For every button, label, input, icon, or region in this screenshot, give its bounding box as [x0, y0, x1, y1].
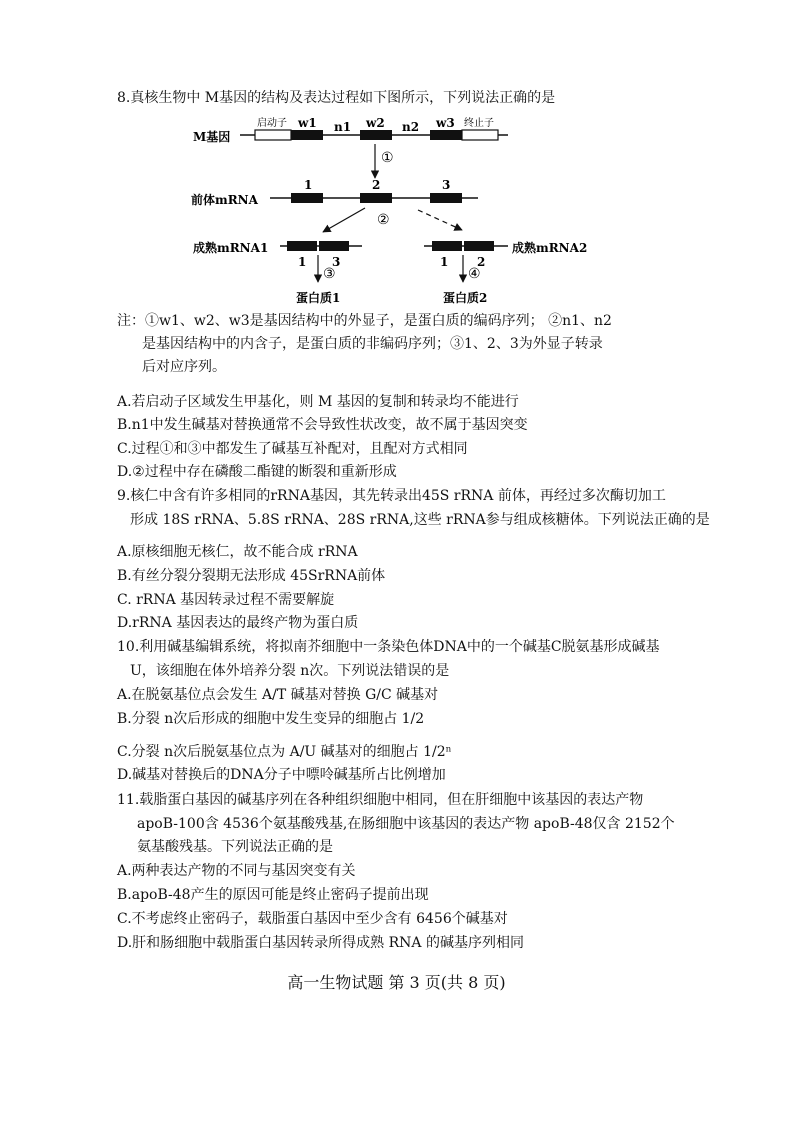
- q10-stem-2: U，该细胞在体外培养分裂 n次。下列说法错误的是: [130, 663, 450, 679]
- terminator-label: 终止子: [464, 118, 494, 129]
- q11-option-b: B.apoB-48产生的原因可能是终止密码子提前出现: [117, 887, 429, 903]
- step1-label: ①: [381, 150, 394, 166]
- q8-option-c: C.过程①和③中都发生了碱基互补配对，且配对方式相同: [117, 441, 468, 457]
- m1-exon-1-label: 1: [298, 255, 307, 269]
- step4-label: ④: [468, 266, 481, 282]
- pre-exon-2-label: 2: [372, 178, 381, 192]
- q8-option-a: A.若启动子区域发生甲基化，则 M 基因的复制和转录均不能进行: [117, 394, 519, 410]
- pre-exon-3: [430, 193, 462, 203]
- page-footer: 高一生物试题 第 3 页(共 8 页): [287, 973, 506, 992]
- q11-option-c: C.不考虑终止密码子，载脂蛋白基因中至少含有 6456个碱基对: [117, 911, 508, 927]
- m2-exon-1: [432, 241, 462, 251]
- q10-stem-1: 10.利用碱基编辑系统，将拟南芥细胞中一条染色体DNA中的一个碱基C脱氨基形成碱基: [117, 639, 660, 655]
- q8-note-3: 后对应序列。: [142, 359, 226, 375]
- protein1-label: 蛋白质1: [296, 291, 341, 305]
- q9-option-a: A.原核细胞无核仁，故不能合成 rRNA: [117, 544, 358, 560]
- gene-label: M基因: [193, 130, 231, 144]
- q11-stem-3: 氨基酸残基。下列说法正确的是: [137, 839, 333, 855]
- q10-option-c: C.分裂 n次后脱氨基位点为 A/U 碱基对的细胞占 1/2ⁿ: [117, 744, 452, 760]
- q11-option-d: D.肝和肠细胞中载脂蛋白基因转录所得成熟 RNA 的碱基序列相同: [117, 935, 524, 951]
- w1-label: w1: [298, 116, 317, 130]
- q11-stem-1: 11.载脂蛋白基因的碱基序列在各种组织细胞中相同，但在肝细胞中该基因的表达产物: [117, 792, 644, 808]
- terminator-box: [462, 130, 498, 140]
- step2-label: ②: [377, 212, 390, 228]
- pre-exon-3-label: 3: [442, 178, 451, 192]
- q11-stem-2: apoB-100含 4536个氨基酸残基,在肠细胞中该基因的表达产物 apoB-48仅含 2152个: [137, 816, 675, 832]
- q10-option-d: D.碱基对替换后的DNA分子中嘌呤碱基所占比例增加: [117, 767, 446, 783]
- step3-label: ③: [323, 266, 336, 282]
- gene-expression-diagram: [0, 110, 793, 420]
- q8-note-1: 注：①w1、w2、w3是基因结构中的外显子，是蛋白质的编码序列； ②n1、n2: [117, 313, 612, 329]
- pre-exon-1-label: 1: [304, 178, 313, 192]
- exon-w3: [430, 130, 462, 140]
- q9-stem-2: 形成 18S rRNA、5.8S rRNA、28S rRNA,这些 rRNA参与组成核糖体。下列说法正确的是: [130, 512, 710, 528]
- m1-exon-3: [319, 241, 349, 251]
- promoter-label: 启动子: [257, 118, 287, 129]
- m1-exon-3-label: 3: [332, 255, 341, 269]
- q9-option-c: C. rRNA 基因转录过程不需要解旋: [117, 592, 335, 608]
- q8-stem: 8.真核生物中 M基因的结构及表达过程如下图所示，下列说法正确的是: [117, 90, 556, 106]
- mature2-label: 成熟mRNA2: [512, 241, 588, 255]
- pre-mrna-label: 前体mRNA: [191, 193, 258, 207]
- pre-exon-2: [360, 193, 392, 203]
- w2-label: w2: [366, 116, 385, 130]
- q8-option-d: D.②过程中存在磷酸二酯键的断裂和重新形成: [117, 464, 397, 480]
- m1-exon-1: [287, 241, 317, 251]
- protein2-label: 蛋白质2: [443, 291, 488, 305]
- q8-note-2: 是基因结构中的内含子，是蛋白质的非编码序列；③1、2、3为外显子转录: [142, 336, 603, 352]
- m2-exon-2: [464, 241, 494, 251]
- w3-label: w3: [436, 116, 455, 130]
- m2-exon-1-label: 1: [440, 255, 449, 269]
- q11-option-a: A.两种表达产物的不同与基因突变有关: [117, 863, 356, 879]
- exon-w1: [291, 130, 323, 140]
- q9-stem-1: 9.核仁中含有许多相同的rRNA基因，其先转录出45S rRNA 前体，再经过多次酶切加工: [117, 488, 666, 504]
- q9-option-b: B.有丝分裂分裂期无法形成 45SrRNA前体: [117, 568, 386, 584]
- n1-label: n1: [334, 120, 352, 134]
- n2-label: n2: [402, 120, 420, 134]
- q10-option-a: A.在脱氨基位点会发生 A/T 碱基对替换 G/C 碱基对: [117, 687, 439, 703]
- q8-option-b: B.n1中发生碱基对替换通常不会导致性状改变，故不属于基因突变: [117, 417, 528, 433]
- pre-exon-1: [291, 193, 323, 203]
- mature1-label: 成熟mRNA1: [193, 241, 269, 255]
- exon-w2: [360, 130, 392, 140]
- promoter-box: [255, 130, 291, 140]
- m2-exon-2-label: 2: [477, 255, 486, 269]
- q9-option-d: D.rRNA 基因表达的最终产物为蛋白质: [117, 615, 359, 631]
- q10-option-b: B.分裂 n次后形成的细胞中发生变异的细胞占 1/2: [117, 711, 425, 727]
